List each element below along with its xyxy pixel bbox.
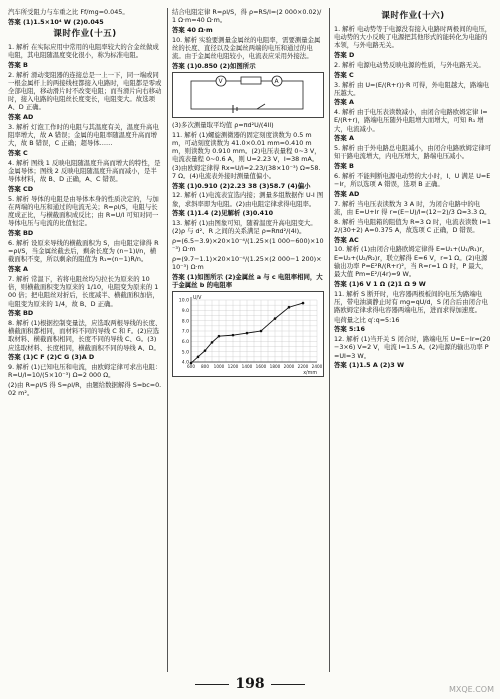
solution-7: 7. 解析 常温下，若将电阻丝均匀拉长为原来的 10 倍，则横截面积变为原来的 1/10，电阻变为原来的 100 倍；把电阻丝对折后，长度减半、横截面积加倍，电阻变为原来的 1/4，故 B、D 正确。 [8,274,159,308]
solution-1: 1. 解析 电动势等于电源没有接入电路时两极间的电压，电动势的大小反映了电源把其他形式的能转化为电能的本领，与外电路无关。 [334,25,492,50]
solution-3: 3. 解析 灯泡工作时的电阻与其温度有关，温度升高电阻率增大，故 A 错误；金属的电阻率随温度升高而增大，故 B 错误，C 正确；超导体…… [8,123,159,148]
x-tick-label: 2400 [311,364,323,370]
solution-8: 8. 解析 当电阻箱的阻值为 R=3 Ω 时，电流表读数 I=12/(30+2) A=0.375 A，故选项 C 正确，D 错误。 [334,217,491,234]
circuit-svg [173,73,323,117]
text-block: 结合电阻定律 R=ρl/S，得 ρ=RS/l=(2 000×0.02)/1 Ω·m=40 Ω·m。 [172,8,322,25]
x-tick-label: 1800 [269,364,281,370]
answer-line: 答案 (1)1.5 A (2)3 W [334,361,405,370]
solution-9-cont: (2)由 R=ρl/S 得 S=ρl/R，由题给数据解得 S=bc=0.02 m²。 [8,381,162,398]
section-title: 课时作业(十五) [53,28,117,39]
solution-4: 4. 解析 图线 1 反映电阻随温度升高而增大的特性，是金属导体；图线 2 反映电阻随温度升高而减小，是半导体材料，故 B、D 正确，A、C 错误。 [8,158,161,184]
solution-8: 8. 解析 (1)根据控制变量法，应选取两根导线的长度、横截面积都相同，而材料不同的导线 C 和 F。(2)应选取材料、横截面积相同，长度不同的导线 C、G。(3)应选取材料、长度相同，横截面积不同的导线 A、D。 [8,319,162,352]
section-title: 课时作业(十六) [381,11,445,21]
column-divider [329,8,330,672]
circuit-diagram [172,72,324,118]
y-tick-label: 4.0 [181,361,189,367]
answer-line: 答案 (1)如图所示 (2)金属丝 a 与 c 电阻率相同，大于金属丝 b 的电阻率 [172,273,323,290]
solution-10: 10. 解析 实验要测量金属丝的电阻率，需要测量金属丝的长度、直径以及金属丝两端的电压和通过的电流。由于金属丝电阻较小，电流表应采用外接法。 [172,35,321,61]
answer-line: 答案 AD [334,189,360,198]
y-tick-label: 9.0 [181,309,189,315]
answer-line: 答案 (1)6 V 1 Ω (2)1 Ω 9 W [334,279,426,288]
x-tick-label: 2200 [297,364,309,370]
answer-line: 答案 B [8,60,28,69]
answer-line: 答案 AD [8,113,34,122]
answer-line: 答案 (1)1.4 (2)见解析 (3)0.410 [172,209,274,218]
data-point [204,350,207,353]
solution-11: 11. 解析 (1)螺旋测微器的固定刻度读数为 0.5 mm，可动刻度读数为 41.0×0.01 mm=0.410 mm，则读数为 0.910 mm。(2)电压表量程 0~3 V，电流表量程 0~0.6 A，则 U=2.23 V，I=38 mA。(3)由欧姆定律得 Rx=U/I=2.23/(38×10⁻³) Ω≈58.7 Ω。(4)电流表外接时测量值偏小。 [172,130,321,180]
answer-line: 答案 5:16 [334,325,365,334]
data-point [274,318,277,321]
column-divider [167,8,168,672]
x-tick-label: 1000 [213,364,225,370]
x-axis-label: x/mm [303,371,317,377]
answer-line: 答案 B [334,162,354,171]
answer-line: 答案 BD [8,309,34,318]
y-tick-label: 5.0 [181,350,189,356]
x-tick-label: 600 [187,364,195,370]
solution-2: 2. 解析 电源电动势反映电源的性质，与外电路无关。 [334,60,485,69]
answer-line: 答案 A [334,134,354,143]
answer-page [8,8,492,672]
x-tick-label: 1400 [241,364,253,370]
page-number-rule-right [271,684,305,685]
y-tick-label: 8.0 [181,319,189,325]
solution-1: 1. 解析 在实际应用中常用的电阻率较大的合金丝做成电阻，其电阻随温度变化很小，称为标准电阻。 [8,42,159,60]
x-tick-label: 800 [201,364,209,370]
data-point [288,306,291,309]
page-number [0,676,500,694]
answer-line: 答案 A [8,265,28,274]
answer-line: 答案 A [334,98,354,107]
answer-line: 答案 C [334,70,354,79]
data-point [246,332,249,335]
solution-11: 11. 解析 S 断开时，电容器两极板间的电压为路端电压，带电油滴静止时有 mg=qU/d，S 闭合后由闭合电路欧姆定律求得电容器两端电压，进而求得加速度。 [334,289,488,314]
data-point [197,356,200,359]
data-point [302,302,305,305]
solution-10: 10. 解析 (1)由闭合电路欧姆定律得 E=U₁+(U₁/R₁)r，E=U₂+(U₂/R₂)r，联立解得 E=6 V，r=1 Ω。(2)电源输出功率 P=E²R/(R+r)²，当 R=r=1 Ω 时，P 最大，最大值 Pm=E²/(4r)=9 W。 [334,245,489,278]
page-number-rule-left [195,684,229,685]
formula-line: ρ=(6.5−3.9)×20×10⁻⁴/(1.25×(1 000−600)×10⁻³) Ω·m [172,237,324,254]
solution-6: 6. 解析 不能判断电源电动势的大小时，I、U 满足 U=E−Ir，所以选项 A 错误，选项 B 正确。 [334,171,491,189]
page-number-text: 198 [235,676,265,692]
text-block: (3)多次测量取平均值 ρ=πd²U/(4Il) [172,121,274,130]
solution-12: 12. 解析 (1)当开关 S 闭合时，路端电压 U=E−Ir=(20−3×6) V=2 V，电流 I=1.5 A。(2)电源的输出功率 P=UI=3 W。 [334,335,491,360]
data-point [232,334,235,337]
y-axis-label: U/V [193,296,202,302]
answer-line: 答案 D [334,51,355,60]
solution-5: 5. 解析 由于外电路总电阻减小，由闭合电路欧姆定律可知干路电流增大，内电压增大，路端电压减小。 [334,144,492,161]
data-point [211,341,214,344]
solution-6: 6. 解析 设原来导线的横截面积为 S，由电阻定律得 R=ρl/S，当金属丝截去后，剩余长度为 (n−1)l/n，横截面积不变，所以剩余的阻值为 R₁=(n−1)R/n。 [8,239,159,264]
answer-line: 答案 40 Ω·m [172,25,213,34]
solution-9: 9. 解析 (1)已知电压和电流，由欧姆定律可求出电阻：R=U/I=10/(5×10⁻³) Ω=2 000 Ω。 [8,363,162,380]
formula-line: ρ=(9.7−1.1)×20×10⁻⁴/(1.25×(2 000−1 200)×10⁻³) Ω·m [172,255,322,272]
voltage-chart [172,291,324,377]
data-point [190,362,193,365]
answer-line: 答案 (1)0.910 (2)2.23 38 (3)58.7 (4)偏小 [172,181,311,190]
column-left [8,8,162,672]
column-right [334,8,492,672]
answer-line: 答案 (1)1.5×10⁴ W (2)0.045 [8,17,104,26]
answer-line: 答案 CD [8,185,34,194]
svg-text:A: A [274,78,279,86]
watermark: MXQE.COM [448,684,494,694]
x-tick-label: 1200 [227,364,239,370]
answer-line: 答案 (1)0.850 (2)如图所示 [172,61,256,70]
solution-4: 4. 解析 由于电压表读数减小，由闭合电路欧姆定律 I=E/(R+r)，路端电压随外电阻增大而增大，可知 R₁ 增大，电流减小。 [334,108,488,133]
svg-text:V: V [218,78,223,86]
answer-line: 答案 (1)C F (2)C G (3)A D [8,353,95,362]
solution-5: 5. 解析 导体的电阻是由导体本身的性质决定的，与加在两端的电压和通过的电流无关；R=ρl/S，电阻与长度成正比，与横截面积成反比；由 R=U/I 可知对同一导体电压与电流的比值恒定。 [8,194,159,228]
solution-2: 2. 解析 滑动变阻器的连接总是一上一下，同一端或同一根金属杆上的两接线柱都接入电路时，电阻都是零或全部电阻，移动滑片时不改变电阻；而当滑片向右移动时，接入电路的电阻丝长度变长，电阻变大。故选项 A、D 正确。 [8,70,162,112]
y-tick-label: 7.0 [181,330,189,336]
solution-3: 3. 解析 由 U=(E/(R+r))·R 可得，外电阻越大，路端电压越大。 [334,80,490,97]
x-tick-label: 1600 [255,364,267,370]
answer-line: 答案 AC [334,235,359,244]
data-point [260,330,263,333]
chart-svg [173,292,323,376]
solution-12: 12. 解析 (1)电流表宜选内接；测量多组数据作 U-I 图象，求斜率即为电阻。(2)由电阻定律求得电阻率。 [172,191,324,208]
y-tick-label: 6.0 [181,340,189,346]
text-block: 电荷量之比 q′:q=5:16 [334,315,400,324]
solution-13: 13. 解析 (1)由图象可知，随着温度升高电阻变大。(2)ρ 与 d²、R 之间的关系满足 ρ=Rπd²/(4l)。 [172,219,317,236]
text-block: 汽车所受阻力与车重之比 Ff/mg=0.045。 [8,8,129,16]
answer-line: 答案 BD [8,229,34,238]
column-middle [172,8,324,672]
solution-7: 7. 解析 当电压表读数为 3 A 时，为闭合电路中的电流，由 E=U+Ir 得 r=(E−U)/I=(12−2)/3 Ω≈3.3 Ω。 [334,199,491,216]
x-tick-label: 2000 [283,364,295,370]
y-tick-label: 10.0 [178,299,189,305]
data-point [218,335,221,338]
answer-line: 答案 C [8,149,28,158]
